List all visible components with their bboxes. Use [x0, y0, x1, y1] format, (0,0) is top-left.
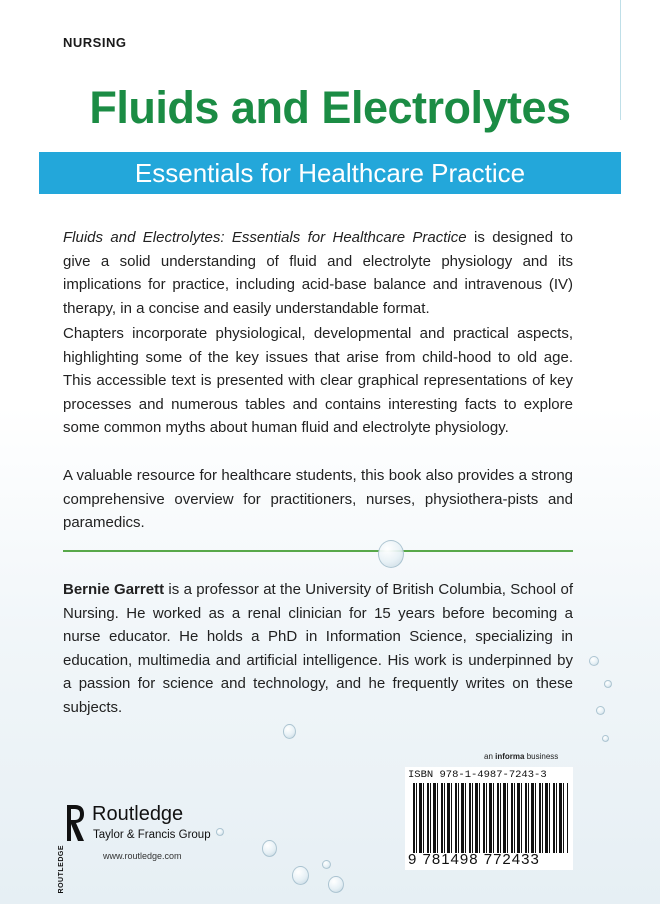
bubble-decoration: [589, 656, 599, 666]
bubble-decoration: [604, 680, 612, 688]
bubble-decoration: [216, 828, 224, 836]
isbn-text: ISBN 978-1-4987-7243-3: [408, 769, 547, 781]
publisher-group: Taylor & Francis Group: [93, 829, 211, 841]
book-subtitle: Essentials for Healthcare Practice: [134, 158, 526, 188]
author-bio: [63, 578, 573, 719]
bubble-decoration: [322, 860, 331, 869]
informa-brand: informa: [495, 752, 525, 761]
description-paragraph-3: A valuable resource for healthcare students, this book also provides a strong comprehensive overview for practitioners, nurses, physiothera-pists and paramedics.: [63, 467, 573, 531]
category-label: NURSING: [63, 35, 127, 50]
bubble-decoration: [378, 540, 404, 568]
informa-business-mark: [484, 752, 558, 761]
bubble-decoration: [596, 706, 605, 715]
bubble-decoration: [328, 876, 344, 893]
bubble-decoration: [262, 840, 277, 857]
section-divider: [63, 550, 573, 552]
informa-suffix: business: [524, 752, 559, 761]
barcode-bars: [413, 783, 568, 853]
description-title: Fluids and Electrolytes: Essentials for Healthcare Practice: [63, 229, 467, 246]
ean-digits: 9 781498 772433: [408, 851, 540, 868]
routledge-logo-icon: [65, 803, 87, 843]
book-title: Fluids and Electrolytes: [89, 82, 571, 133]
description-text-1: is designed to give a solid understanding of fluid and electrolyte physiology and its implications for practice, including acid-base balance and intravenous (IV) therapy, in a concise and easily understandable format.: [63, 229, 573, 317]
bubble-decoration: [292, 866, 309, 885]
description-paragraph-2: Chapters incorporate physiological, developmental and practical aspects, highlighting some of the key issues that arise from child-hood to old age. This accessible text is presented with clear graphical representations of key processes and numerous tables and contains interesting facts to explore some common myths about human fluid and electrolyte physiology.: [63, 325, 573, 436]
author-bio-text: is a professor at the University of British Columbia, School of Nursing. He worked as a renal clinician for 15 years before becoming a nurse educator. He holds a PhD in Information Science, specializing in education, multimedia and artificial intelligence. His work is underpinned by a passion for science and technology, and he frequently writes on these subjects.: [63, 581, 573, 716]
bubble-decoration: [602, 735, 609, 742]
publisher-url: www.routledge.com: [103, 851, 182, 861]
isbn-barcode: [405, 767, 573, 870]
routledge-vertical-mark: ROUTLEDGE: [58, 845, 65, 894]
subtitle-band: [39, 152, 621, 194]
informa-prefix: an: [484, 752, 496, 761]
description-paragraph-1: [63, 226, 573, 320]
author-name: Bernie Garrett: [63, 581, 165, 598]
bubble-decoration: [283, 724, 296, 739]
publisher-name: Routledge: [92, 803, 184, 825]
